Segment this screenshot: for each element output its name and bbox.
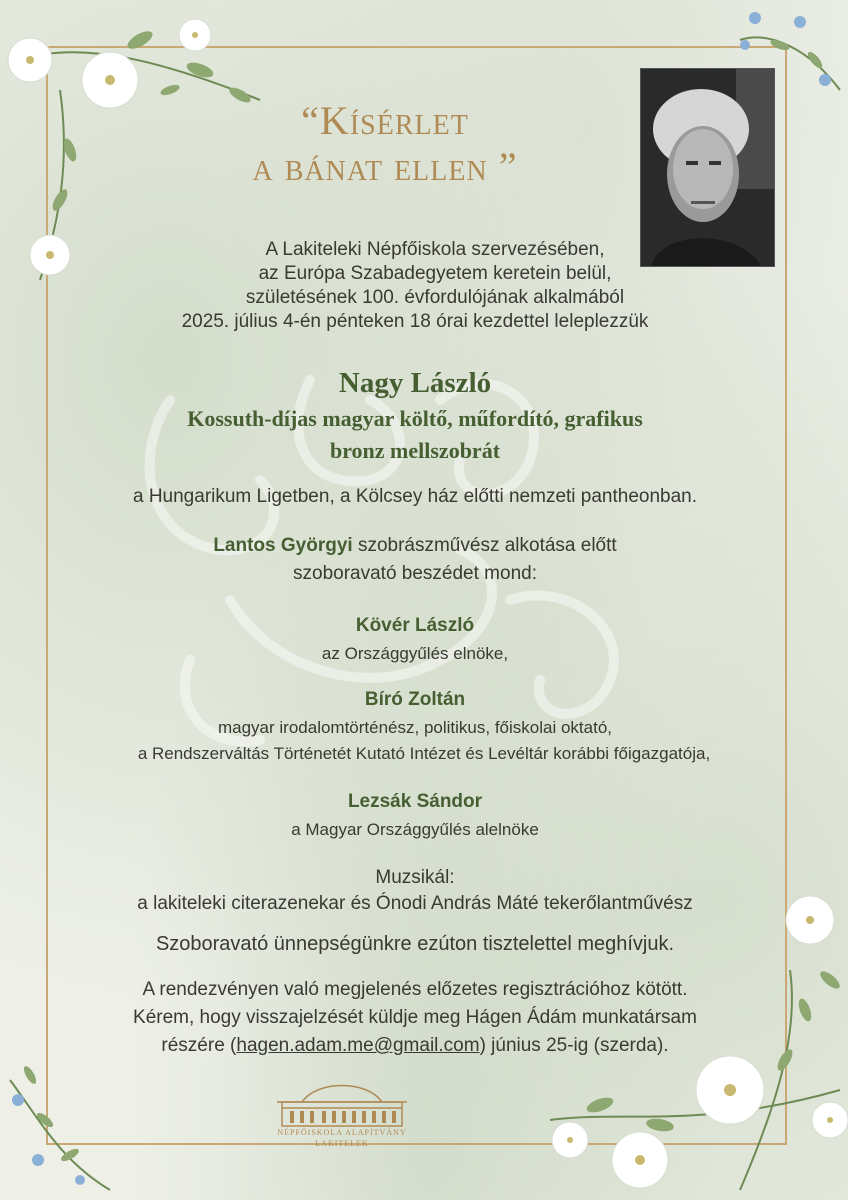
music-label: Muzsikál: [375,867,455,888]
registration-post: ) június 25-ig (szerda). [479,1035,669,1056]
logo-text-line-2: LAKITELEK [315,1139,369,1148]
nepfoiskola-logo [272,1072,412,1162]
portrait-illustration [641,69,774,266]
speaker-2-role-2: a Rendszerváltás Történetét Kutató Intézet és Levéltár korábbi főigazgatója, [137,744,711,763]
intro-line-1: A Lakiteleki Népfőiskola szervezésében, [265,239,605,260]
speaker-3-name: Lezsák Sándor [347,791,483,812]
sculptor-name: Lantos Györgyi [213,535,353,556]
email-link[interactable]: hagen.adam.me@gmail.com [236,1035,480,1056]
registration-line-2: Kérem, hogy visszajelzését küldje meg Hágen Ádám munkatársam [133,1007,697,1028]
logo-text-line-1: NÉPFŐISKOLA ALAPÍTVÁNY [277,1128,407,1137]
speaker-2-name: Bíró Zoltán [364,689,466,710]
honoree-object: bronz mellszobrát [329,438,501,463]
sculptor-rest: szobrászművész alkotása előtt [352,535,617,556]
intro-line-3: születésének 100. évfordulójának alkalmából [245,287,625,308]
registration-line-3 [50,1034,780,1058]
location-text: a Hungarikum Ligetben, a Kölcsey ház előtti nemzeti pantheonban. [132,486,698,507]
sculptor-line [50,534,780,558]
invitation-text: Szoboravató ünnepségünkre ezúton tisztelettel meghívjuk. [155,933,675,955]
music-performers: a lakiteleki citerazenekar és Ónodi András Máté tekerőlantművész [137,893,693,914]
speaker-1-name: Kövér László [355,615,475,636]
registration-pre: részére ( [161,1035,237,1056]
honoree-name: Nagy László [338,367,492,399]
intro-line-4: 2025. július 4-én pénteken 18 órai kezdettel leleplezzük [181,311,649,332]
registration-line-1: A rendezvényen való megjelenés előzetes regisztrációhoz kötött. [142,979,688,1000]
title-line-2: a bánat ellen ” [252,144,518,189]
title-line-1: “Kísérlet [301,98,469,143]
intro-line-2: az Európa Szabadegyetem keretein belül, [258,263,612,284]
speaker-2-role-1: magyar irodalomtörténész, politikus, főiskolai oktató, [217,718,612,737]
honoree-description: Kossuth-díjas magyar költő, műfordító, grafikus [187,406,643,431]
speaker-3-role: a Magyar Országgyűlés alelnöke [291,820,539,839]
bottom-left-flowers [0,1060,120,1200]
speaker-1-role: az Országgyűlés elnöke, [321,644,509,663]
event-title [170,98,600,190]
sculptor-line-2: szoboravató beszédet mond: [293,563,537,584]
intro-block [150,238,720,310]
